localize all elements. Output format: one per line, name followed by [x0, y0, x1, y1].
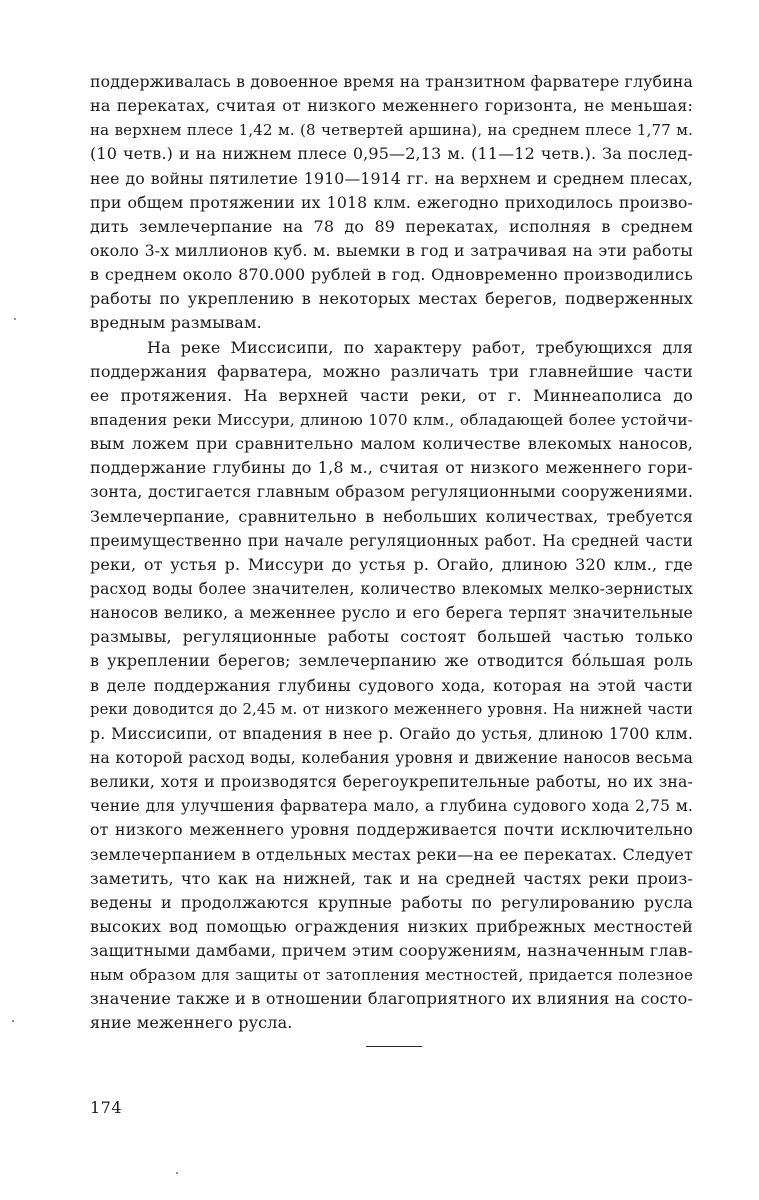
text-line: размывы, регуляционные работы состоят большей частью только — [90, 627, 693, 647]
text-line: высоких вод помощью ограждения низких прибрежных местностей — [90, 916, 693, 936]
text-line: на верхнем плесе 1,42 м. (8 четвертей аршина), на среднем плесе 1,77 м. — [90, 121, 693, 140]
text-line: ным образом для защиты от затопления местностей, придается полезное — [90, 966, 693, 985]
text-line: впадения реки Миссури, длиною 1070 клм., обладающей более устойчи- — [90, 410, 693, 429]
text-line: ведены и продолжаются крупные работы по регулированию русла — [90, 892, 693, 912]
text-line: при общем протяжении их 1018 клм. ежегодно приходилось произво- — [90, 192, 693, 212]
body-text — [90, 70, 693, 1036]
text-line: вым ложем при сравнительно малом количестве влекомых наносов, — [90, 434, 693, 454]
text-line: вредным размывам. — [90, 313, 262, 333]
text-line: Землечерпание, сравнительно в небольших количествах, требуется — [90, 506, 693, 526]
scan-speck — [176, 1172, 178, 1174]
text-line: зонта, достигается главным образом регуляционными сооружениями. — [90, 482, 693, 502]
text-line: р. Миссисипи, от впадения в нее р. Огайо до устья, длиною 1700 клм. — [90, 723, 693, 743]
text-line: велики, хотя и производятся берегоукрепительные работы, но их зна- — [90, 772, 693, 792]
text-line: нее до войны пятилетие 1910—1914 гг. на верхнем и среднем плесах, — [90, 168, 693, 188]
text-line: поддержание глубины до 1,8 м., считая от низкого меженнего гори- — [90, 458, 693, 478]
text-line: (10 четв.) и на нижнем плесе 0,95—2,13 м. (11—12 четв.). За послед- — [90, 144, 693, 164]
text-line: поддерживалась в довоенное время на транзитном фарватере глубина — [90, 72, 693, 91]
text-line: наносов велико, а меженнее русло и его берега терпят значительные — [90, 603, 693, 623]
text-line: значение также и в отношении благоприятного их влияния на состо- — [90, 989, 693, 1009]
text-line: ее протяжения. На верхней части реки, от г. Миннеаполиса до — [90, 385, 693, 405]
text-line: землечерпанием в отдельных местах реки—на ее перекатах. Следует — [90, 844, 693, 864]
text-line: от низкого меженнего уровня поддерживается почти исключительно — [90, 820, 693, 840]
paragraph-2 — [90, 336, 693, 1036]
text-line: в укреплении берегов; землечерпанию же отводится бо́льшая роль — [90, 651, 693, 671]
text-line: поддержания фарватера, можно различать три главнейшие части — [90, 361, 693, 381]
text-line: яние меженнего русла. — [90, 1013, 293, 1033]
scan-speck — [12, 1020, 14, 1022]
text-line: в среднем около 870.000 рублей в год. Одновременно производились — [90, 265, 693, 285]
text-line: около 3-х миллионов куб. м. выемки в год и затрачивая на эти работы — [90, 240, 693, 260]
text-line: преимущественно при начале регуляционных работ. На средней части — [90, 531, 693, 550]
text-line: расход воды более значителен, количество влекомых мелко-зернистых — [90, 579, 693, 598]
text-line: работы по укреплению в некоторых местах берегов, подверженных — [90, 289, 693, 309]
text-line: реки доводится до 2,45 м. от низкого меженнего уровня. На нижней части — [90, 700, 693, 718]
text-line: дить землечерпание на 78 до 89 перекатах, исполняя в среднем — [90, 216, 693, 236]
section-separator — [366, 1046, 422, 1047]
text-line: на перекатах, считая от низкого меженнего горизонта, не меньшая: — [90, 96, 693, 116]
paragraph-1 — [90, 70, 693, 336]
text-line: чение для улучшения фарватера мало, а глубина судового хода 2,75 м. — [90, 797, 693, 816]
text-line: реки, от устья р. Миссури до устья р. Огайо, длиною 320 клм., где — [90, 554, 693, 574]
page-number: 174 — [90, 1098, 123, 1117]
text-line: На реке Миссисипи, по характеру работ, требующихся для — [147, 337, 693, 357]
text-line: в деле поддержания глубины судового хода, которая на этой части — [90, 675, 693, 695]
text-line: защитными дамбами, причем этим сооружениям, назначенным глав- — [90, 941, 693, 961]
text-line: заметить, что как на нижней, так и на средней частях реки произ- — [90, 868, 693, 888]
scan-speck — [14, 318, 16, 320]
text-line: на которой расход воды, колебания уровня и движение наносов весьма — [90, 748, 693, 767]
